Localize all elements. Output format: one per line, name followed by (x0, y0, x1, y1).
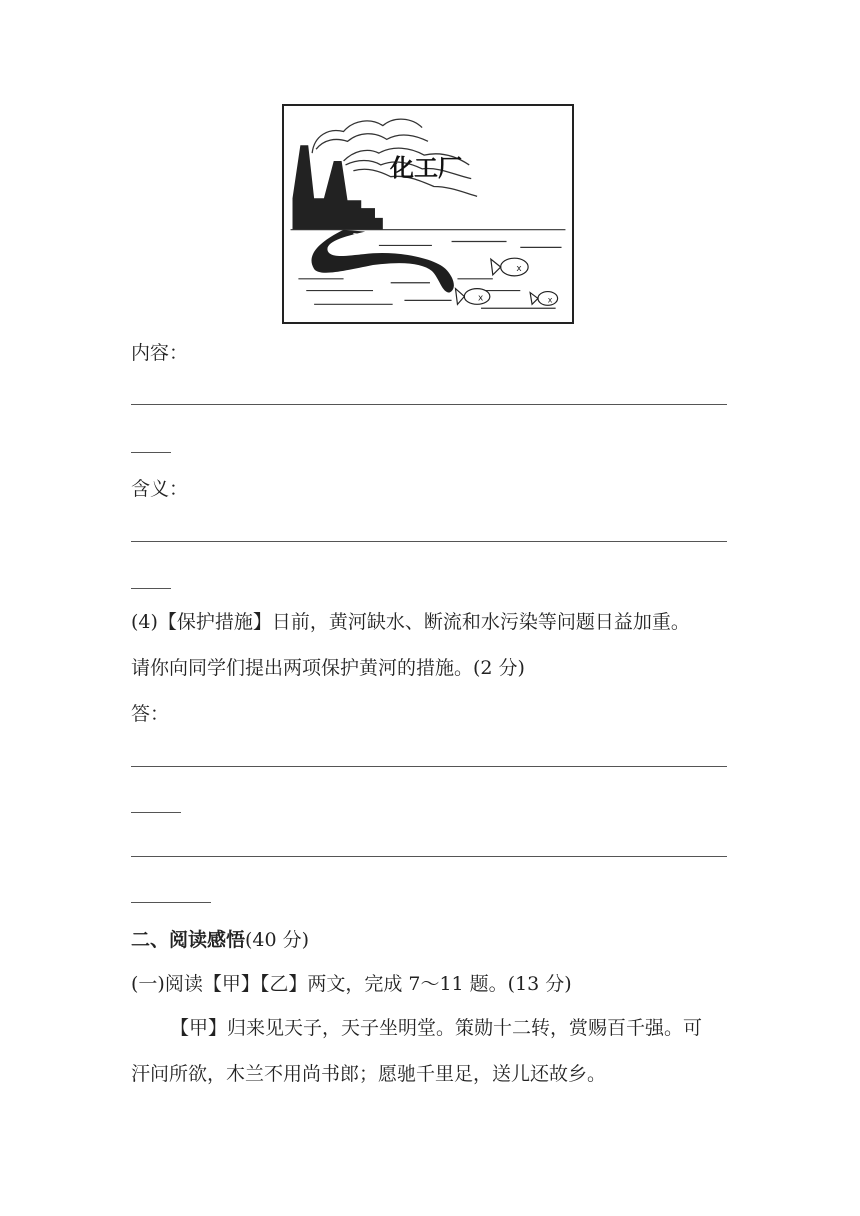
svg-text:x: x (478, 293, 484, 304)
chemical-factory-illustration (282, 104, 574, 324)
illustration-caption: 化工厂 (390, 154, 462, 182)
question-4-line-2: 请你向同学们提出两项保护黄河的措施。(2 分) (131, 657, 525, 679)
answer-label: 答： (131, 703, 170, 725)
reading-1-text-line-1: 【甲】归来见天子，天子坐明堂。策勋十二转，赏赐百千强。可 (170, 1017, 703, 1039)
reading-1-intro: (一)阅读【甲】【乙】两文，完成 7～11 题。(13 分) (131, 973, 572, 995)
answer-line-end (131, 452, 171, 453)
svg-text:x: x (547, 295, 553, 305)
content-label: 内容： (131, 342, 189, 364)
meaning-label: 含义： (131, 478, 189, 500)
answer-line-end (131, 812, 181, 813)
section-2-title: 二、阅读感悟 (131, 929, 246, 951)
answer-line-end (131, 902, 211, 903)
answer-line (131, 404, 727, 405)
answer-line (131, 541, 727, 542)
svg-text:x: x (516, 263, 522, 274)
section-2-heading (131, 928, 309, 952)
answer-line (131, 766, 727, 767)
answer-line-end (131, 588, 171, 589)
section-2-score: (40 分) (245, 929, 310, 951)
answer-line (131, 856, 727, 857)
reading-1-text-line-2: 汗问所欲，木兰不用尚书郎；愿驰千里足，送儿还故乡。 (131, 1063, 607, 1085)
question-4-line-1: (4)【保护措施】日前，黄河缺水、断流和水污染等问题日益加重。 (131, 611, 690, 633)
